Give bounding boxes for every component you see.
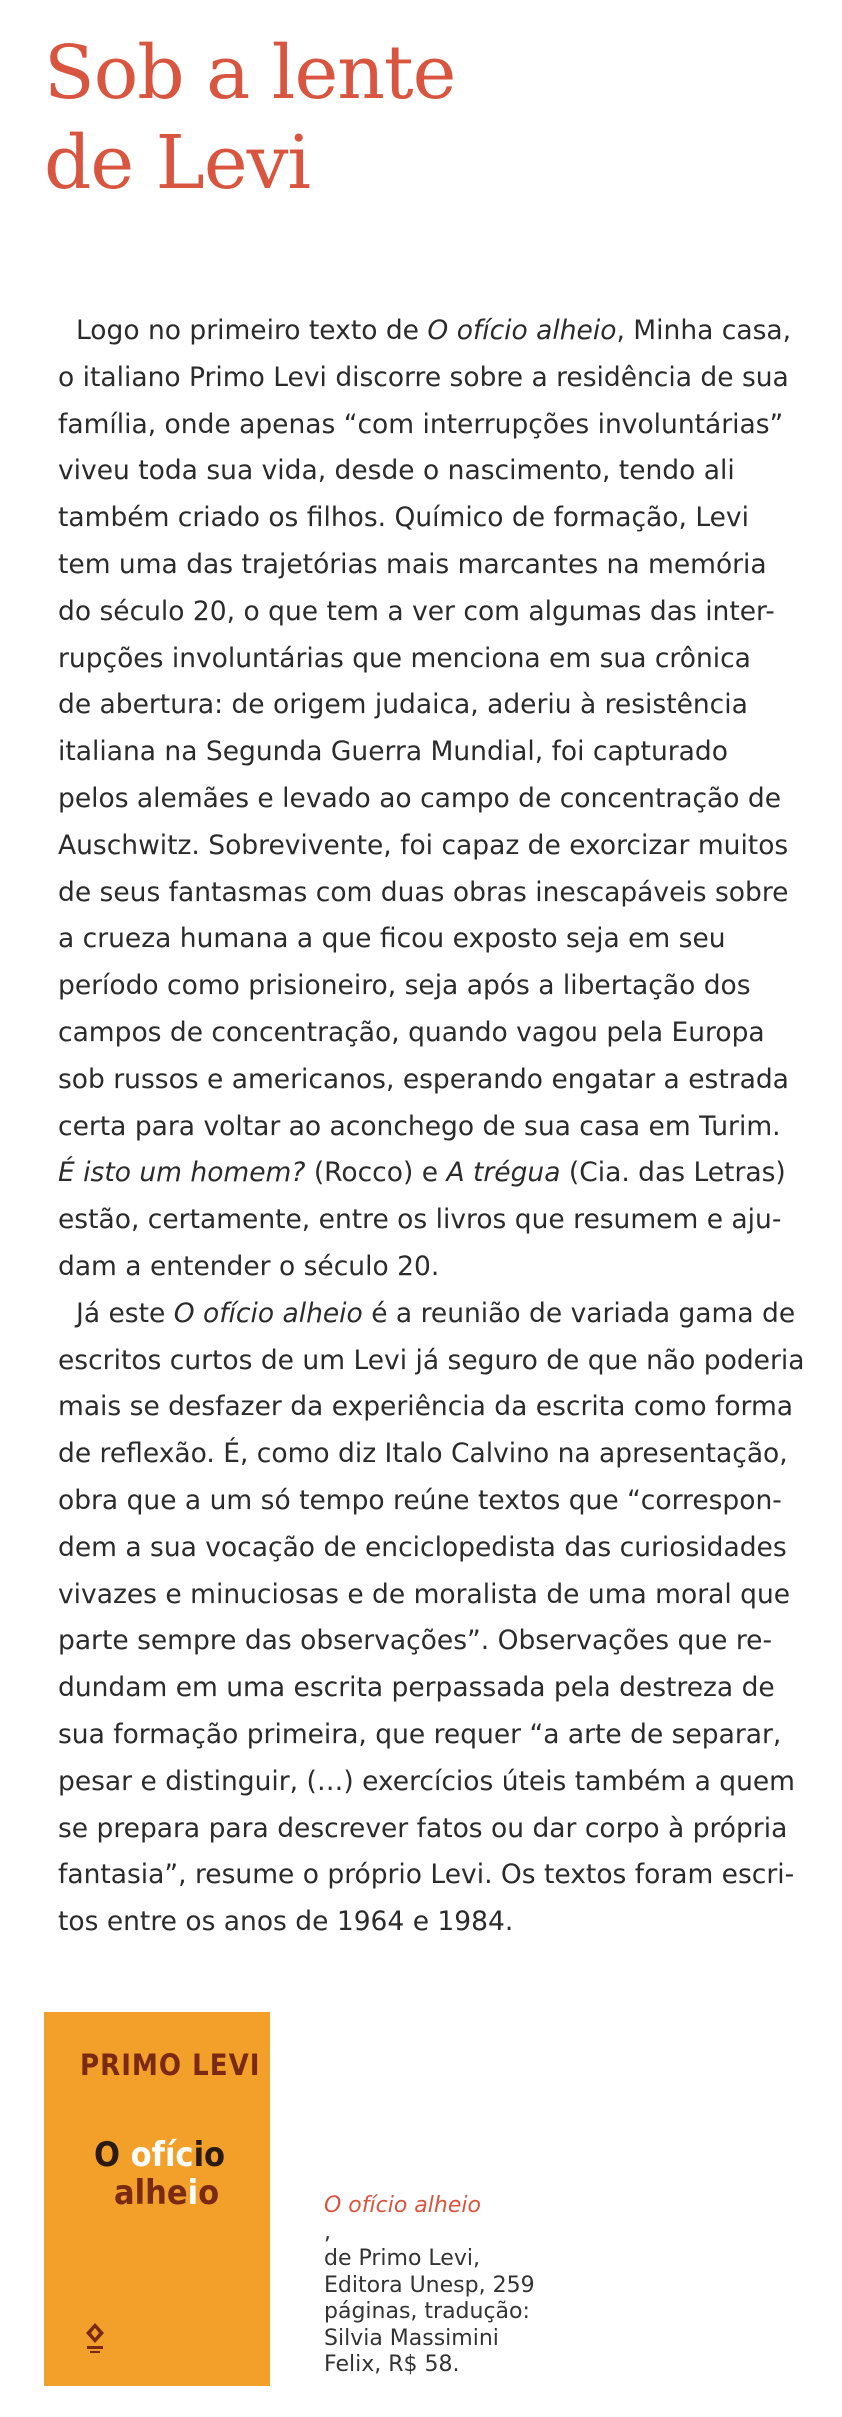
text-line: É isto um homem? (Rocco) e A trégua (Cia. das Letras) — [58, 1157, 786, 1189]
text-line: vivazes e minuciosas e de moralista de uma moral que — [58, 1578, 791, 1610]
text-line: pesar e distinguir, (…) exercícios úteis também a quem — [58, 1765, 795, 1797]
caption-line: Silvia Massimini — [324, 2325, 499, 2351]
book-title-italic: É isto um homem? — [58, 1157, 306, 1189]
text-line: certa para voltar ao aconchego de sua casa em Turim. — [58, 1110, 781, 1142]
text-line: dundam em uma escrita perpassada pela destreza de — [58, 1672, 775, 1704]
title-line-2: de Levi — [44, 120, 311, 206]
text-line: viveu toda sua vida, desde o nascimento, tendo ali — [58, 455, 735, 487]
text-line: fantasia”, resume o próprio Levi. Os textos foram escri- — [58, 1859, 795, 1891]
caption-book-title: O ofício alheio , — [324, 2193, 481, 2245]
book-title-italic: O ofício alheio — [427, 315, 617, 346]
article-body — [58, 308, 805, 1946]
text-line: mais se desfazer da experiência da escrita como forma — [58, 1391, 794, 1423]
book-caption — [324, 2193, 535, 2379]
text-line: Auschwitz. Sobrevivente, foi capaz de exorcizar muitos — [58, 829, 789, 861]
text-line: de abertura: de origem judaica, aderiu à resistência — [58, 689, 748, 721]
text-line: sob russos e americanos, esperando engatar a estrada — [58, 1063, 789, 1095]
text-line: dem a sua vocação de enciclopedista das curiosidades — [58, 1531, 787, 1563]
text-line: parte sempre das observações”. Observações que re- — [58, 1625, 773, 1657]
caption-line: páginas, tradução: — [324, 2299, 530, 2324]
text-line: rupções involuntárias que menciona em sua crônica — [58, 642, 751, 674]
text-line: campos de concentração, quando vagou pela Europa — [58, 1016, 765, 1048]
caption-line: Editora Unesp, 259 — [324, 2272, 535, 2298]
title-line-1: Sob a lente — [44, 30, 456, 116]
text-line: pelos alemães e levado ao campo de concentração de — [58, 782, 782, 814]
cover-title-line-2: alheio — [114, 2173, 220, 2213]
text-line: dam a entender o século 20. — [58, 1250, 440, 1282]
text-line: também criado os filhos. Químico de formação, Levi — [58, 502, 749, 534]
text-line: do século 20, o que tem a ver com algumas das inter- — [58, 595, 775, 627]
text-line: estão, certamente, entre os livros que resumem e aju- — [58, 1204, 782, 1236]
publisher-logo-icon — [84, 2322, 106, 2356]
book-title-italic: A trégua — [446, 1157, 561, 1189]
caption-line: de Primo Levi, — [324, 2246, 480, 2271]
book-title-italic: O ofício alheio — [173, 1297, 363, 1329]
text-line: escritos curtos de um Levi já seguro de que não poderia — [58, 1344, 805, 1376]
book-cover — [44, 2012, 270, 2386]
cover-author: PRIMO LEVI — [80, 2048, 261, 2082]
cover-title-line-1: O ofício — [94, 2135, 226, 2175]
text-line: de seus fantasmas com duas obras inescapáveis sobre — [58, 876, 789, 908]
text-line: Logo no primeiro texto de O ofício alheio, Minha casa, — [76, 315, 792, 346]
text-line: italiana na Segunda Guerra Mundial, foi capturado — [58, 736, 728, 768]
text-line: família, onde apenas “com interrupções involuntárias” — [58, 408, 784, 440]
text-line: obra que a um só tempo reúne textos que “correspon- — [58, 1484, 782, 1516]
text-line: sua formação primeira, que requer “a arte de separar, — [58, 1718, 782, 1750]
article-title — [44, 28, 455, 208]
cover-title — [94, 2136, 225, 2212]
text-line: Já este O ofício alheio é a reunião de variada gama de — [76, 1297, 796, 1329]
text-line: o italiano Primo Levi discorre sobre a residência de sua — [58, 361, 789, 393]
text-line: se prepara para descrever fatos ou dar corpo à própria — [58, 1812, 788, 1844]
text-line: período como prisioneiro, seja após a libertação dos — [58, 970, 751, 1002]
text-line: de reflexão. É, como diz Italo Calvino na apresentação, — [58, 1438, 788, 1470]
text-line: tos entre os anos de 1964 e 1984. — [58, 1906, 514, 1938]
text-line: a crueza humana a que ficou exposto seja em seu — [58, 923, 726, 955]
text-line: tem uma das trajetórias mais marcantes na memória — [58, 548, 767, 580]
caption-line: Felix, R$ 58. — [324, 2352, 460, 2377]
